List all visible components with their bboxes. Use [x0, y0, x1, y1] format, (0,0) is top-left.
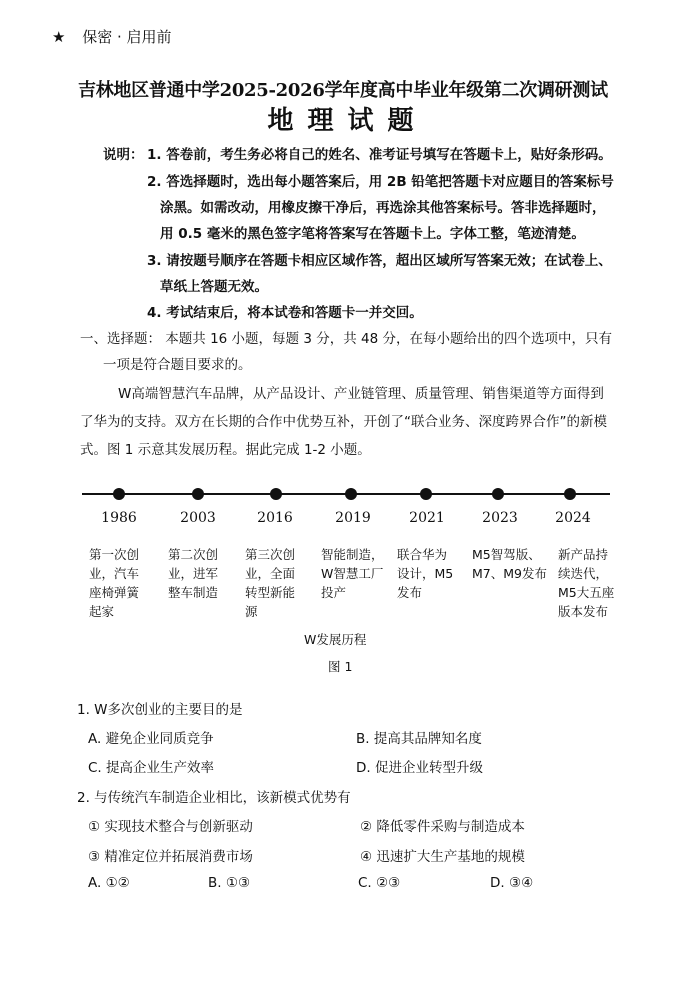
- timeline-year: 2024: [555, 510, 591, 526]
- question-1-stem: 1. W多次创业的主要目的是: [77, 702, 243, 718]
- question-2-statement-1: ① 实现技术整合与创新驱动: [88, 819, 253, 835]
- star-icon: ★: [52, 28, 66, 46]
- instruction-3: 3. 请按题号顺序在答题卡相应区域作答，超出区域所写答案无效；在试卷上、: [147, 253, 612, 269]
- passage-line-3: 式。图 1 示意其发展历程。据此完成 1-2 小题。: [80, 442, 371, 458]
- instruction-2: 2. 答选择题时，选出每小题答案后，用 2B 铅笔把答题卡对应题目的答案标号: [147, 174, 614, 190]
- question-2-option-b: B. ①③: [208, 875, 251, 891]
- question-1-option-c: C. 提高企业生产效率: [88, 760, 215, 776]
- timeline-dot: [492, 488, 504, 500]
- instruction-2b: 涂黑。如需改动，用橡皮擦干净后，再选涂其他答案标号。答非选择题时，: [160, 200, 606, 216]
- question-1-option-a: A. 避免企业同质竞争: [88, 731, 214, 747]
- question-2-stem: 2. 与传统汽车制造企业相比，该新模式优势有: [77, 790, 351, 806]
- header-secret: [52, 26, 172, 47]
- question-2-statement-2: ② 降低零件采购与制造成本: [360, 819, 525, 835]
- question-2-option-d: D. ③④: [490, 875, 534, 891]
- exam-title: 吉林地区普通中学2025-2026学年度高中毕业年级第二次调研测试: [78, 80, 608, 101]
- instruction-2c: 用 0.5 毫米的黑色签字笔将答案写在答题卡上。字体工整，笔迹清楚。: [160, 226, 585, 242]
- section-heading: 一、选择题： 本题共 16 小题，每题 3 分，共 48 分，在每小题给出的四个选项中，只有: [80, 331, 612, 347]
- question-2-statement-3: ③ 精准定位并拓展消费市场: [88, 849, 253, 865]
- timeline-caption: W发展历程: [304, 632, 367, 647]
- timeline-year: 2021: [409, 510, 445, 526]
- timeline-dot: [345, 488, 357, 500]
- timeline-event: 第二次创 业，进军 整车制造: [168, 547, 219, 600]
- section-heading-cont: 一项是符合题目要求的。: [103, 357, 252, 373]
- question-1-option-d: D. 促进企业转型升级: [356, 760, 483, 776]
- figure-label: 图 1: [328, 659, 353, 674]
- question-2-statement-4: ④ 迅速扩大生产基地的规模: [360, 849, 525, 865]
- timeline-year: 2003: [180, 510, 216, 526]
- timeline-dot: [564, 488, 576, 500]
- passage-line-1: W高端智慧汽车品牌，从产品设计、产业链管理、质量管理、销售渠道等方面得到: [118, 386, 604, 402]
- timeline-year: 2019: [335, 510, 371, 526]
- question-2-option-c: C. ②③: [358, 875, 401, 891]
- timeline-year: 1986: [101, 510, 137, 526]
- timeline-event: 新产品持 续迭代， M5大五座 版本发布: [558, 547, 615, 619]
- timeline-dot: [420, 488, 432, 500]
- timeline-year: 2016: [257, 510, 293, 526]
- instruction-4: 4. 考试结束后，将本试卷和答题卡一并交回。: [147, 305, 423, 321]
- instruction-3b: 草纸上答题无效。: [160, 279, 268, 295]
- timeline-event: 第三次创 业，全面 转型新能 源: [245, 547, 296, 619]
- instructions-label: 说明：: [103, 147, 144, 163]
- subject-title: 地理试题: [267, 106, 428, 136]
- secret-label: 保密 · 启用前: [82, 28, 172, 46]
- timeline-event: M5智驾版、 M7、M9发布: [472, 547, 547, 581]
- timeline-dot: [192, 488, 204, 500]
- timeline-event: 第一次创 业，汽车 座椅弹簧 起家: [89, 547, 140, 619]
- timeline-event: 联合华为 设计，M5 发布: [397, 547, 454, 600]
- question-2-option-a: A. ①②: [88, 875, 130, 891]
- question-1-option-b: B. 提高其品牌知名度: [356, 731, 482, 747]
- timeline-dot: [270, 488, 282, 500]
- timeline-dot: [113, 488, 125, 500]
- timeline-year: 2023: [482, 510, 518, 526]
- instruction-1: 1. 答卷前，考生务必将自己的姓名、准考证号填写在答题卡上，贴好条形码。: [147, 147, 612, 163]
- passage-line-2: 了华为的支持。双方在长期的合作中优势互补，开创了“联合业务、深度跨界合作”的新模: [80, 414, 607, 430]
- timeline-event: 智能制造， W智慧工厂 投产: [321, 547, 384, 600]
